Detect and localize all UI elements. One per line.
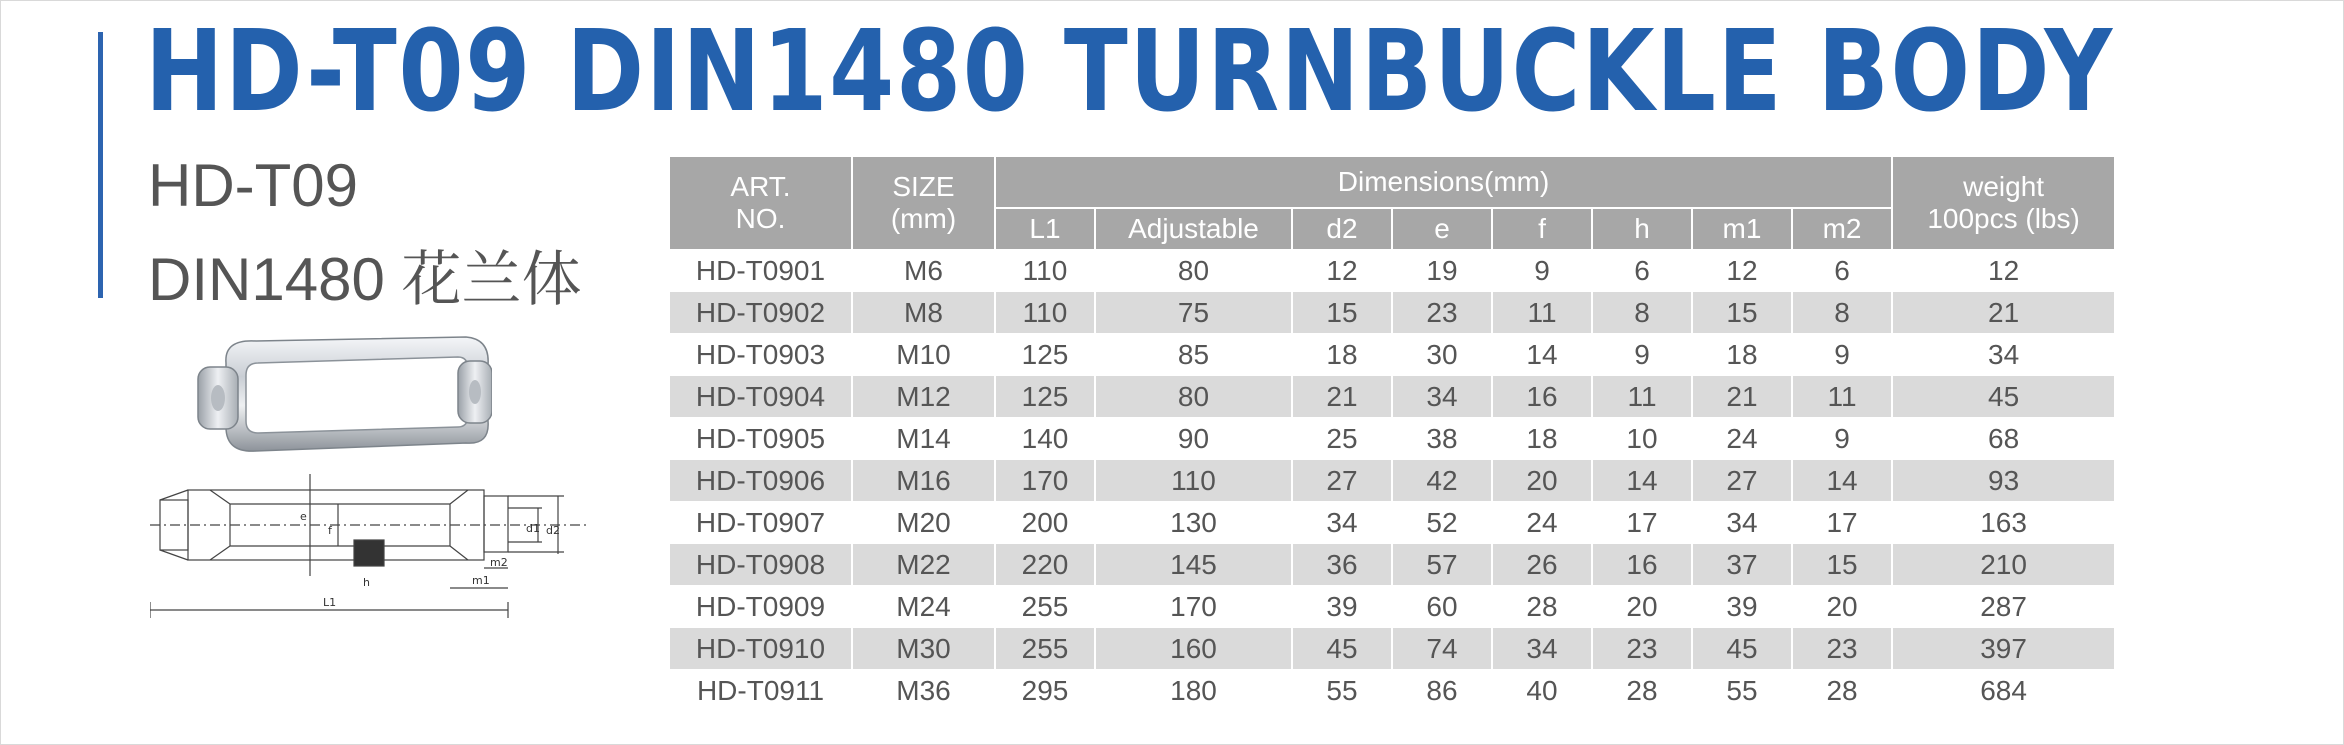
cell-weight: 12 <box>1892 250 2115 292</box>
cell-f: 9 <box>1492 250 1592 292</box>
label-m2: m2 <box>490 556 508 569</box>
cell-f: 34 <box>1492 628 1592 670</box>
label-d2: d2 <box>546 524 560 537</box>
cell-d2: 25 <box>1292 418 1392 460</box>
cell-e: 19 <box>1392 250 1492 292</box>
cell-f: 20 <box>1492 460 1592 502</box>
table-row <box>669 376 2115 418</box>
cell-l1: 255 <box>995 628 1095 670</box>
cell-m1: 21 <box>1692 376 1792 418</box>
cell-adjustable: 80 <box>1095 376 1292 418</box>
cell-adjustable: 130 <box>1095 502 1292 544</box>
cell-weight: 287 <box>1892 586 2115 628</box>
header-dimensions: Dimensions(mm) <box>995 157 1892 208</box>
cell-e: 42 <box>1392 460 1492 502</box>
cell-weight: 163 <box>1892 502 2115 544</box>
cell-d2: 27 <box>1292 460 1392 502</box>
cell-d2: 39 <box>1292 586 1392 628</box>
cell-l1: 125 <box>995 334 1095 376</box>
cell-adjustable: 110 <box>1095 460 1292 502</box>
turnbuckle-body-photo <box>196 335 492 455</box>
table-row <box>669 292 2115 334</box>
cell-h: 28 <box>1592 670 1692 712</box>
table-row <box>669 502 2115 544</box>
cell-m2: 11 <box>1792 376 1892 418</box>
specification-table <box>668 157 2116 711</box>
cell-d2: 15 <box>1292 292 1392 334</box>
cell-size: M22 <box>852 544 995 586</box>
cell-m2: 9 <box>1792 334 1892 376</box>
cell-adjustable: 160 <box>1095 628 1292 670</box>
cell-m2: 28 <box>1792 670 1892 712</box>
cell-h: 23 <box>1592 628 1692 670</box>
cell-m2: 14 <box>1792 460 1892 502</box>
cell-m1: 15 <box>1692 292 1792 334</box>
cell-d2: 21 <box>1292 376 1392 418</box>
header-art-no: ART. NO. <box>669 157 852 250</box>
header-m1: m1 <box>1692 208 1792 250</box>
cell-size: M12 <box>852 376 995 418</box>
cell-art-no: HD-T0905 <box>669 418 852 460</box>
table-row <box>669 418 2115 460</box>
cell-adjustable: 180 <box>1095 670 1292 712</box>
cell-art-no: HD-T0908 <box>669 544 852 586</box>
label-m1: m1 <box>472 574 490 587</box>
cell-h: 11 <box>1592 376 1692 418</box>
cell-m1: 55 <box>1692 670 1792 712</box>
cell-d2: 12 <box>1292 250 1392 292</box>
cell-l1: 255 <box>995 586 1095 628</box>
cell-art-no: HD-T0909 <box>669 586 852 628</box>
cell-size: M16 <box>852 460 995 502</box>
cell-size: M14 <box>852 418 995 460</box>
cell-art-no: HD-T0907 <box>669 502 852 544</box>
standard-subtitle: DIN1480 花兰体 <box>148 246 582 313</box>
cell-d2: 36 <box>1292 544 1392 586</box>
cell-weight: 210 <box>1892 544 2115 586</box>
cell-adjustable: 80 <box>1095 250 1292 292</box>
cell-h: 10 <box>1592 418 1692 460</box>
cell-size: M20 <box>852 502 995 544</box>
cell-l1: 170 <box>995 460 1095 502</box>
cell-h: 17 <box>1592 502 1692 544</box>
cell-weight: 34 <box>1892 334 2115 376</box>
header-weight: weight 100pcs (lbs) <box>1892 157 2115 250</box>
cell-m2: 9 <box>1792 418 1892 460</box>
cell-size: M30 <box>852 628 995 670</box>
table-row <box>669 250 2115 292</box>
dimension-drawing <box>150 460 590 618</box>
cell-l1: 295 <box>995 670 1095 712</box>
cell-adjustable: 75 <box>1095 292 1292 334</box>
cell-f: 28 <box>1492 586 1592 628</box>
cell-f: 11 <box>1492 292 1592 334</box>
cell-art-no: HD-T0901 <box>669 250 852 292</box>
label-h: h <box>363 576 370 589</box>
cell-l1: 110 <box>995 292 1095 334</box>
page-title: HD-T09 DIN1480 TURNBUCKLE BODY <box>145 7 2114 137</box>
cell-weight: 45 <box>1892 376 2115 418</box>
table-row <box>669 628 2115 670</box>
cell-m2: 8 <box>1792 292 1892 334</box>
cell-weight: 397 <box>1892 628 2115 670</box>
cell-f: 16 <box>1492 376 1592 418</box>
cell-m1: 37 <box>1692 544 1792 586</box>
cell-art-no: HD-T0903 <box>669 334 852 376</box>
table-header-row <box>669 157 2115 208</box>
cell-art-no: HD-T0902 <box>669 292 852 334</box>
label-e: e <box>300 510 307 523</box>
cell-d2: 45 <box>1292 628 1392 670</box>
cell-m1: 12 <box>1692 250 1792 292</box>
cell-e: 30 <box>1392 334 1492 376</box>
cell-size: M36 <box>852 670 995 712</box>
cell-weight: 21 <box>1892 292 2115 334</box>
accent-bar <box>98 32 103 298</box>
cell-m1: 34 <box>1692 502 1792 544</box>
header-adjustable: Adjustable <box>1095 208 1292 250</box>
cell-h: 16 <box>1592 544 1692 586</box>
table-row <box>669 544 2115 586</box>
cell-m2: 6 <box>1792 250 1892 292</box>
cell-m2: 23 <box>1792 628 1892 670</box>
cell-l1: 110 <box>995 250 1095 292</box>
cell-adjustable: 85 <box>1095 334 1292 376</box>
cell-e: 57 <box>1392 544 1492 586</box>
header-e: e <box>1392 208 1492 250</box>
cell-h: 20 <box>1592 586 1692 628</box>
cell-art-no: HD-T0906 <box>669 460 852 502</box>
cell-art-no: HD-T0910 <box>669 628 852 670</box>
label-f: f <box>328 524 332 537</box>
cell-weight: 684 <box>1892 670 2115 712</box>
cell-art-no: HD-T0911 <box>669 670 852 712</box>
cell-adjustable: 90 <box>1095 418 1292 460</box>
cell-m1: 27 <box>1692 460 1792 502</box>
cell-m1: 18 <box>1692 334 1792 376</box>
table-row <box>669 460 2115 502</box>
cell-h: 6 <box>1592 250 1692 292</box>
cell-size: M10 <box>852 334 995 376</box>
cell-d2: 34 <box>1292 502 1392 544</box>
cell-h: 14 <box>1592 460 1692 502</box>
cell-m1: 24 <box>1692 418 1792 460</box>
header-d2: d2 <box>1292 208 1392 250</box>
cell-size: M8 <box>852 292 995 334</box>
label-L1: L1 <box>323 596 337 609</box>
cell-e: 74 <box>1392 628 1492 670</box>
cell-weight: 93 <box>1892 460 2115 502</box>
header-h: h <box>1592 208 1692 250</box>
cell-m2: 20 <box>1792 586 1892 628</box>
cell-f: 24 <box>1492 502 1592 544</box>
cell-d2: 55 <box>1292 670 1392 712</box>
header-size: SIZE (mm) <box>852 157 995 250</box>
cell-h: 8 <box>1592 292 1692 334</box>
cell-d2: 18 <box>1292 334 1392 376</box>
cell-e: 86 <box>1392 670 1492 712</box>
header-l1: L1 <box>995 208 1095 250</box>
cell-m2: 15 <box>1792 544 1892 586</box>
table-row <box>669 586 2115 628</box>
cell-size: M24 <box>852 586 995 628</box>
table-row <box>669 670 2115 712</box>
cell-f: 40 <box>1492 670 1592 712</box>
cell-l1: 220 <box>995 544 1095 586</box>
cell-m1: 39 <box>1692 586 1792 628</box>
cell-f: 26 <box>1492 544 1592 586</box>
cell-h: 9 <box>1592 334 1692 376</box>
label-d1: d1 <box>526 522 540 535</box>
cell-art-no: HD-T0904 <box>669 376 852 418</box>
table-row <box>669 334 2115 376</box>
cell-m2: 17 <box>1792 502 1892 544</box>
cell-e: 60 <box>1392 586 1492 628</box>
header-m2: m2 <box>1792 208 1892 250</box>
header-f: f <box>1492 208 1592 250</box>
cell-f: 18 <box>1492 418 1592 460</box>
cell-m1: 45 <box>1692 628 1792 670</box>
cell-adjustable: 170 <box>1095 586 1292 628</box>
cell-adjustable: 145 <box>1095 544 1292 586</box>
cell-l1: 125 <box>995 376 1095 418</box>
cell-size: M6 <box>852 250 995 292</box>
cell-e: 23 <box>1392 292 1492 334</box>
cell-l1: 140 <box>995 418 1095 460</box>
model-code: HD-T09 <box>148 152 359 219</box>
cell-f: 14 <box>1492 334 1592 376</box>
cell-e: 34 <box>1392 376 1492 418</box>
cell-e: 38 <box>1392 418 1492 460</box>
cell-weight: 68 <box>1892 418 2115 460</box>
cell-e: 52 <box>1392 502 1492 544</box>
cell-l1: 200 <box>995 502 1095 544</box>
